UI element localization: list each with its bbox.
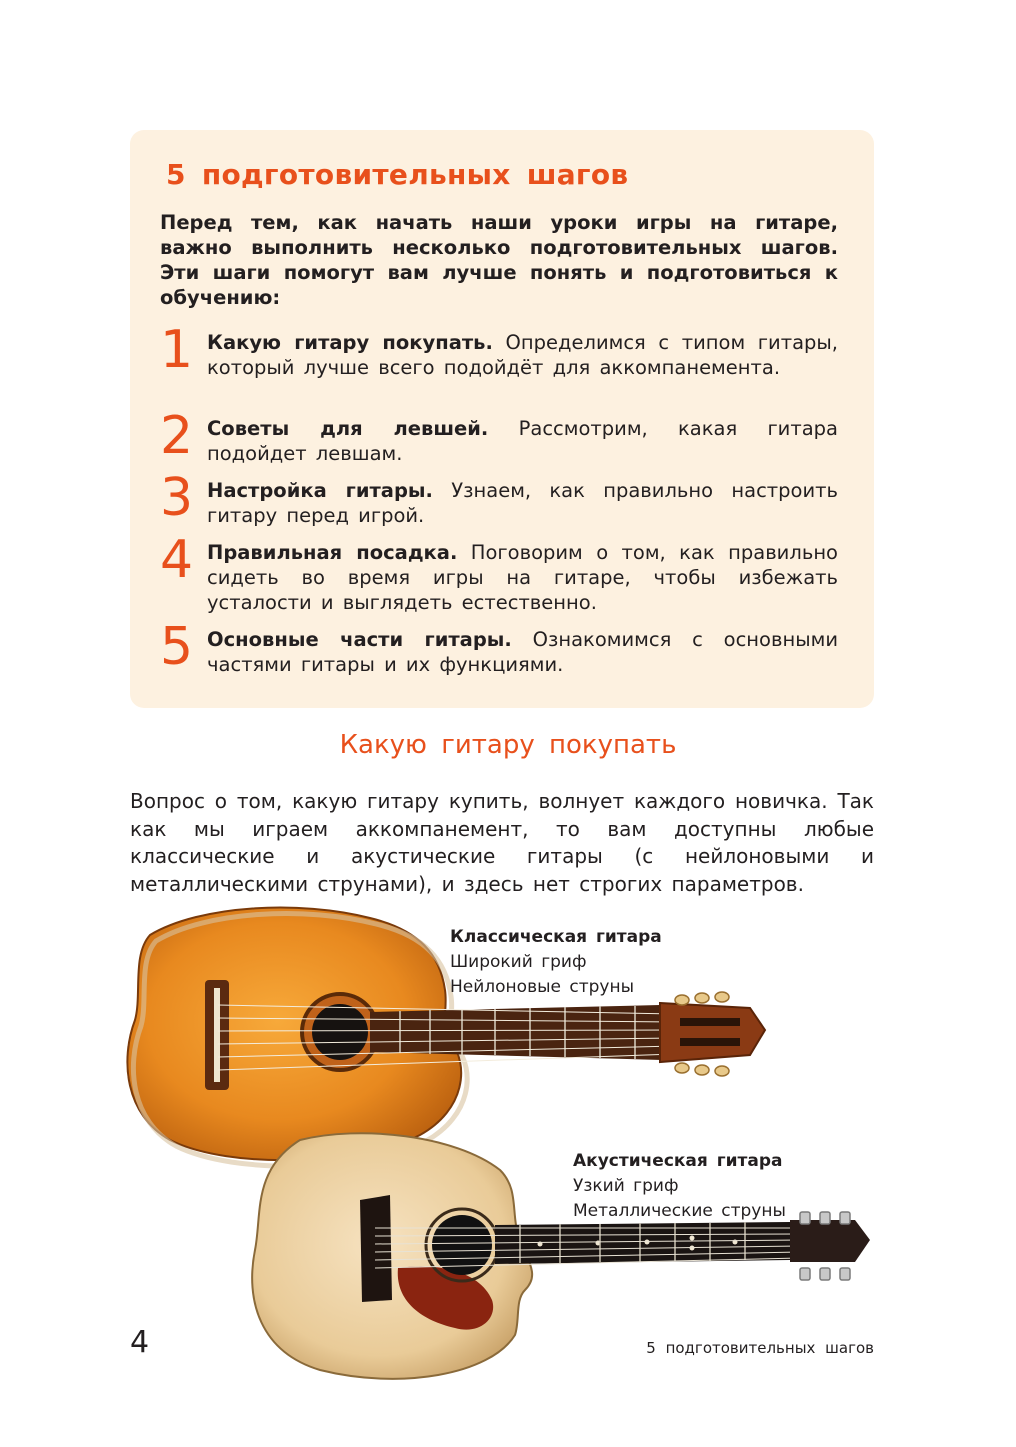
classical-title: Классическая гитара <box>450 927 662 947</box>
classical-line1: Широкий гриф <box>450 952 587 972</box>
panel-title: 5 подготовительных шагов <box>166 158 629 191</box>
classical-guitar <box>127 908 765 1167</box>
page-number: 4 <box>130 1325 150 1360</box>
panel-intro: Перед тем, как начать наши уроки игры на гитаре, важно выполнить несколько подготовительных шагов. Эти шаги помогут вам лучше понять и подготовиться к обучению: <box>160 211 838 309</box>
step-number: 5 <box>160 617 194 677</box>
section-title: Какую гитару покупать <box>339 730 677 760</box>
step-title: Какую гитару покупать. <box>207 331 493 354</box>
step-number: 4 <box>160 530 194 590</box>
step-text: Рассмотрим, какая гитара подойдет левшам. <box>207 417 838 465</box>
step-text: Узнаем, как правильно настроить гитару перед игрой. <box>207 479 838 527</box>
acoustic-title: Акустическая гитара <box>573 1151 783 1171</box>
step-title: Основные части гитары. <box>207 628 512 651</box>
step-title: Правильная посадка. <box>207 541 458 564</box>
step-title: Настройка гитары. <box>207 479 433 502</box>
step-number: 1 <box>160 320 194 380</box>
running-head: 5 подготовительных шагов <box>646 1339 874 1357</box>
step-text: Определимся с типом гитары, который лучше всего подойдёт для аккомпанемента. <box>207 331 838 379</box>
acoustic-line2: Металлические струны <box>573 1201 786 1221</box>
section-paragraph: Вопрос о том, какую гитару купить, волнует каждого новичка. Так как мы играем аккомпанемент, то вам доступны любые классические и акустические гитары (с нейлоновыми и металлическими струнами), и здесь нет строгих параметров. <box>130 789 874 896</box>
step-text: Ознакомимся с основными частями гитары и их функциями. <box>207 628 838 676</box>
step-text: Поговорим о том, как правильно сидеть во время игры на гитаре, чтобы избежать усталости и выглядеть естественно. <box>207 541 838 614</box>
classical-line2: Нейлоновые струны <box>450 977 635 997</box>
acoustic-caption <box>573 1149 786 1224</box>
step-title: Советы для левшей. <box>207 417 489 440</box>
step-number: 3 <box>160 468 194 528</box>
classical-caption <box>450 925 662 1000</box>
step-number: 2 <box>160 406 194 466</box>
acoustic-line1: Узкий гриф <box>573 1176 679 1196</box>
